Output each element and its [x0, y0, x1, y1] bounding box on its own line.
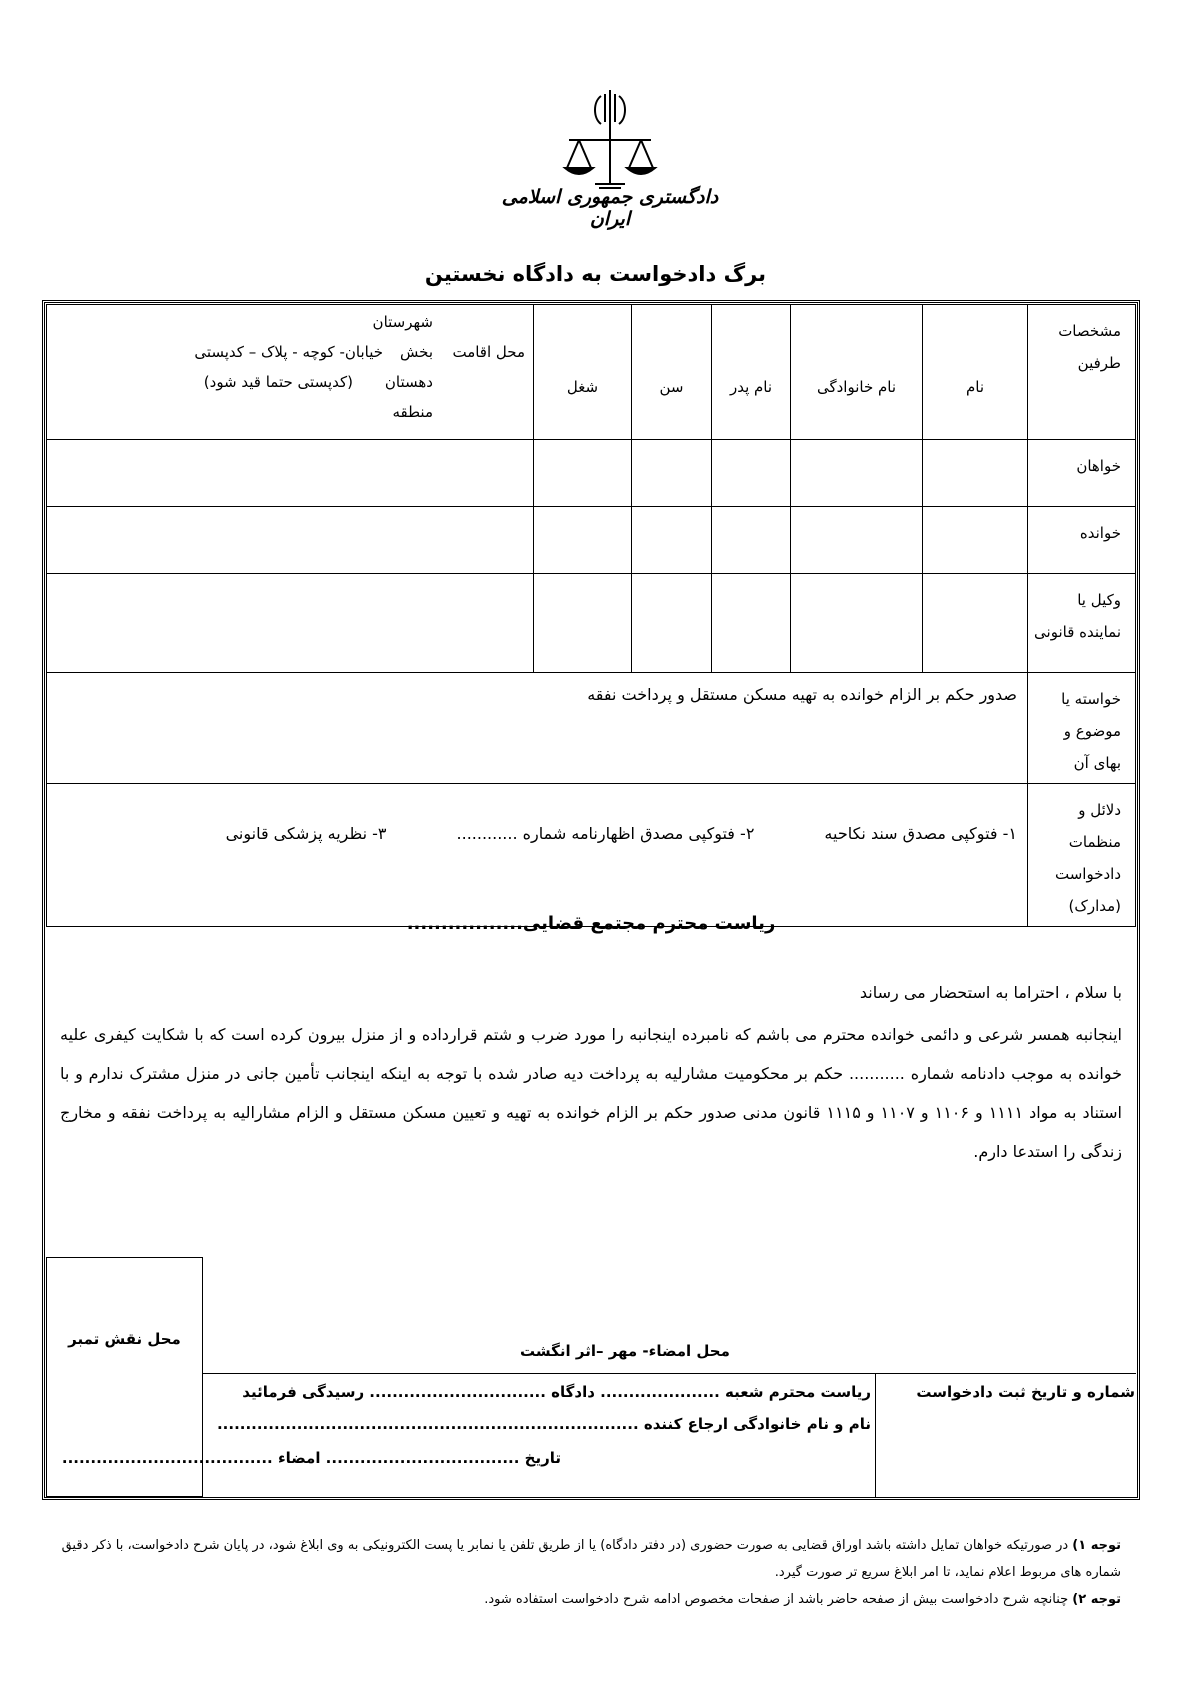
- defendant-family-cell[interactable]: [791, 507, 923, 574]
- addr-postal-note: (کدپستی حتما قید شود): [203, 373, 353, 391]
- header-age: سن: [632, 305, 712, 440]
- header-name: نام: [923, 305, 1028, 440]
- addr-county: شهرستان: [372, 313, 433, 331]
- row-request: خواسته یا موضوع و بهای آن: [1028, 673, 1136, 784]
- row-attorney: وکیل یا نماینده قانونی: [1028, 574, 1136, 673]
- row-plaintiff: خواهان: [1028, 440, 1136, 507]
- addr-district: بخش: [400, 343, 433, 361]
- plaintiff-age-cell[interactable]: [632, 440, 712, 507]
- row-defendant: خوانده: [1028, 507, 1136, 574]
- referral-line-2: نام و نام خانوادگی ارجاع کننده ..........................................................................: [216, 1415, 871, 1433]
- signature-place-label: محل امضاء- مهر –اثر انگشت: [520, 1342, 730, 1360]
- header-family: نام خانوادگی: [791, 305, 923, 440]
- addr-residence: محل اقامت: [452, 343, 525, 361]
- note-2-text: چنانچه شرح دادخواست بیش از صفحه حاضر باشد از صفحات مخصوص ادامه شرح دادخواست استفاده شود.: [484, 1592, 1069, 1607]
- evidence-item-1: ۱- فتوکپی مصدق سند نکاحیه: [824, 824, 1017, 843]
- plaintiff-family-cell[interactable]: [791, 440, 923, 507]
- evidence-item-3: ۳- نظریه پزشکی قانونی: [225, 824, 387, 843]
- notes: [61, 1532, 1121, 1613]
- plaintiff-address-cell[interactable]: [47, 440, 534, 507]
- registration-number-label: شماره و تاریخ ثبت دادخواست: [916, 1383, 1135, 1401]
- stamp-place-label: محل نقش تمبر: [68, 1330, 181, 1348]
- row-evidence: دلائل و منظمات دادخواست (مدارک): [1028, 784, 1136, 927]
- addr-street: خیابان- کوچه - پلاک – کدپستی: [194, 343, 383, 361]
- attorney-name-cell[interactable]: [923, 574, 1028, 673]
- defendant-job-cell[interactable]: [534, 507, 632, 574]
- header-father: نام پدر: [712, 305, 791, 440]
- defendant-father-cell[interactable]: [712, 507, 791, 574]
- petition-body: [46, 903, 1136, 1258]
- request-text: صدور حکم بر الزام خوانده به تهیه مسکن مستقل و پرداخت نفقه: [47, 673, 1028, 784]
- addressee-title: ریاست محترم مجتمع قضایی.................: [406, 913, 776, 934]
- referral-line-3: تاریخ .................................. امضاء .....................................: [61, 1449, 561, 1467]
- header-job: شغل: [534, 305, 632, 440]
- greeting: با سلام ، احتراما به استحضار می رساند: [859, 983, 1122, 1002]
- defendant-name-cell[interactable]: [923, 507, 1028, 574]
- plaintiff-name-cell[interactable]: [923, 440, 1028, 507]
- addr-village: دهستان: [384, 373, 433, 391]
- attorney-job-cell[interactable]: [534, 574, 632, 673]
- parties-table: [46, 304, 1136, 927]
- attorney-father-cell[interactable]: [712, 574, 791, 673]
- registration-divider: [875, 1373, 876, 1497]
- note-2-label: توجه ۲): [1072, 1592, 1121, 1607]
- defendant-age-cell[interactable]: [632, 507, 712, 574]
- addr-region: منطقه: [392, 403, 433, 421]
- form-title: برگ دادخواست به دادگاه نخستین: [424, 262, 767, 286]
- note-2: [61, 1586, 1121, 1613]
- plaintiff-father-cell[interactable]: [712, 440, 791, 507]
- header-address: [47, 305, 534, 440]
- evidence-item-2: ۲- فتوکپی مصدق اظهارنامه شماره ............: [456, 824, 755, 843]
- note-1-text: در صورتیکه خواهان تمایل داشته باشد اوراق قضایی به صورت حضوری (در دفتر دادگاه) یا از طریق تلفن یا نمابر یا پست الکترونیکی به وی ابلاغ شود، در پایان شرح دادخواست، با ذکر دقیق شماره های مربوط اعلام نماید، تا امر ابلاغ سریع تر صورت گیرد.: [61, 1538, 1121, 1580]
- petition-text: اینجانبه همسر شرعی و دائمی خوانده محترم می باشم که نامبرده اینجانبه را مورد ضرب و شتم قرارداده و از منزل بیرون کرده است که با شکایت کیفری علیه خوانده به موجب دادنامه شماره ........... حکم بر محکومیت مشارلیه به پرداخت دیه صادر شده با توجه به اینکه اینجانب تأمین جانی در منزل مشترک ندارم و با استناد به مواد ۱۱۱۱ و ۱۱۰۶ و ۱۱۰۷ و ۱۱۱۵ قانون مدنی صدور حکم بر الزام خوانده به تهیه و تعیین مسکن مستقل و الزام مشارالیه به پرداخت نفقه و مخارج زندگی را استدعا دارم.: [60, 1025, 1122, 1161]
- attorney-age-cell[interactable]: [632, 574, 712, 673]
- attorney-family-cell[interactable]: [791, 574, 923, 673]
- note-1: [61, 1532, 1121, 1586]
- attorney-address-cell[interactable]: [47, 574, 534, 673]
- note-1-label: توجه ۱): [1072, 1538, 1121, 1553]
- header-parties: مشخصات طرفین: [1028, 305, 1136, 440]
- emblem-caption: دادگستری جمهوری اسلامی ایران: [501, 186, 719, 230]
- referral-line-1: ریاست محترم شعبه ..................... دادگاه ............................... رسیدگی فرمائید: [242, 1383, 871, 1401]
- defendant-address-cell[interactable]: [47, 507, 534, 574]
- plaintiff-job-cell[interactable]: [534, 440, 632, 507]
